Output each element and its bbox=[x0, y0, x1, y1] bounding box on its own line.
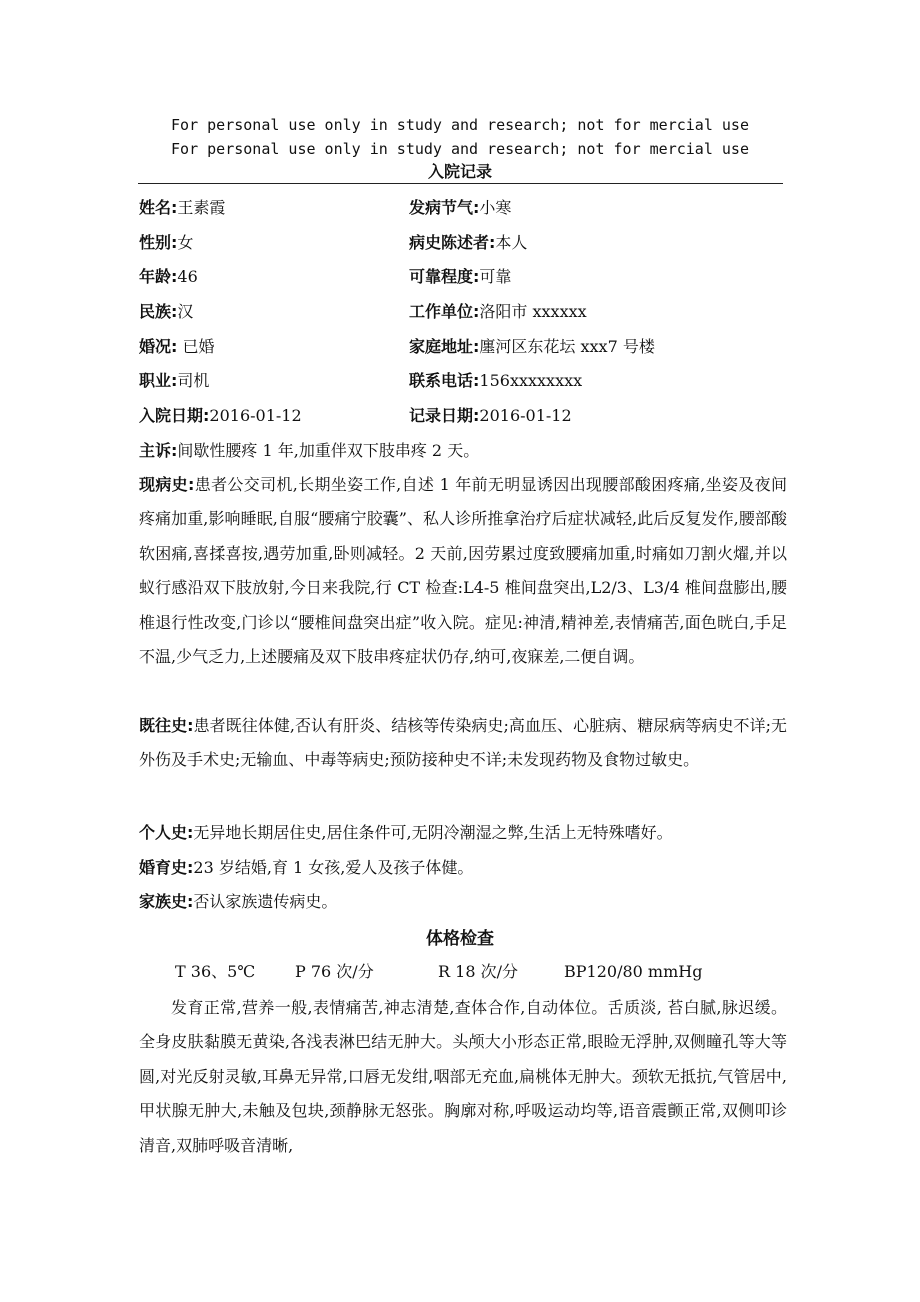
marital-history: 婚育史:23 岁结婚,育 1 女孩,爱人及孩子体健。 bbox=[139, 858, 474, 877]
info-marital: 婚况: 已婚 bbox=[139, 337, 215, 356]
exam-findings: 发育正常,营养一般,表情痛苦,神志清楚,查体合作,自动体位。舌质淡, 苔白腻,脉迟缓。全身皮肤黏膜无黄染,各浅表淋巴结无肿大。头颅大小形态正常,眼睑无浮肿,双侧瞳孔等大等圆,对光反射灵敏,耳鼻无异常,口唇无发绀,咽部无充血,扁桃体无肿大。颈软无抵抗,气管居中,甲状腺无肿大,未触及包块,颈静脉无怒张。胸廓对称,呼吸运动均等,语音震颤正常,双侧叩诊清音,双肺呼吸音清晰, bbox=[139, 998, 787, 1155]
document-title: 入院记录 bbox=[427, 162, 492, 181]
vital-temperature: T 36、5℃ bbox=[175, 962, 256, 981]
info-age: 年龄:46 bbox=[139, 267, 198, 286]
info-narrator: 病史陈述者:本人 bbox=[409, 233, 528, 252]
info-sex: 性别:女 bbox=[139, 233, 194, 252]
past-history: 既往史:患者既往体健,否认有肝炎、结核等传染病史;高血压、心脏病、糖尿病等病史不详;无外伤及手术史;无输血、中毒等病史;预防接种史不详;未发现药物及食物过敏史。 bbox=[139, 716, 787, 770]
vital-respiration: R 18 次/分 bbox=[438, 962, 518, 981]
exam-title: 体格检查 bbox=[426, 929, 494, 949]
vital-pulse: P 76 次/分 bbox=[295, 962, 374, 981]
vital-blood-pressure: BP120/80 mmHg bbox=[564, 962, 703, 981]
info-solar-term: 发病节气:小寒 bbox=[409, 198, 512, 217]
info-ethnicity: 民族:汉 bbox=[139, 302, 194, 321]
title-underline bbox=[138, 183, 783, 184]
chief-complaint: 主诉:间歇性腰疼 1 年,加重伴双下肢串疼 2 天。 bbox=[139, 441, 480, 460]
family-history: 家族史:否认家族遗传病史。 bbox=[139, 892, 338, 911]
usage-banner-line-2: For personal use only in study and research; not for mercial use bbox=[171, 140, 749, 158]
info-admission-date: 入院日期:2016-01-12 bbox=[139, 406, 302, 425]
present-illness: 现病史:患者公交司机,长期坐姿工作,自述 1 年前无明显诱因出现腰部酸困疼痛,坐姿及夜间疼痛加重,影响睡眠,自服“腰痛宁胶囊”、私人诊所推拿治疗后症状减轻,此后反复发作,腰部酸软困痛,喜揉喜按,遇劳加重,卧则减轻。2 天前,因劳累过度致腰痛加重,时痛如刀割火燿,并以蚁行感沿双下肢放射,今日来我院,行 CT 检查:L4-5 椎间盘突出,L2/3、L3/4 椎间盘膨出,腰椎退行性改变,门诊以“腰椎间盘突出症”收入院。症见:神清,精神差,表情痛苦,面色晄白,手足不温,少气乏力,上述腰痛及双下肢串疼症状仍存,纳可,夜寐差,二便自调。 bbox=[139, 475, 787, 667]
info-occupation: 职业:司机 bbox=[139, 371, 210, 390]
info-record-date: 记录日期:2016-01-12 bbox=[409, 406, 572, 425]
personal-history: 个人史:无异地长期居住史,居住条件可,无阴冷潮湿之弊,生活上无特殊嗜好。 bbox=[139, 823, 673, 842]
info-reliability: 可靠程度:可靠 bbox=[409, 267, 512, 286]
info-workplace: 工作单位:洛阳市 xxxxxx bbox=[409, 302, 587, 321]
usage-banner-line-1: For personal use only in study and research; not for mercial use bbox=[171, 116, 749, 134]
info-address: 家庭地址:廛河区东花坛 xxx7 号楼 bbox=[409, 337, 655, 356]
info-name: 姓名:王素霞 bbox=[139, 198, 226, 217]
info-phone: 联系电话:156xxxxxxxx bbox=[409, 371, 583, 390]
